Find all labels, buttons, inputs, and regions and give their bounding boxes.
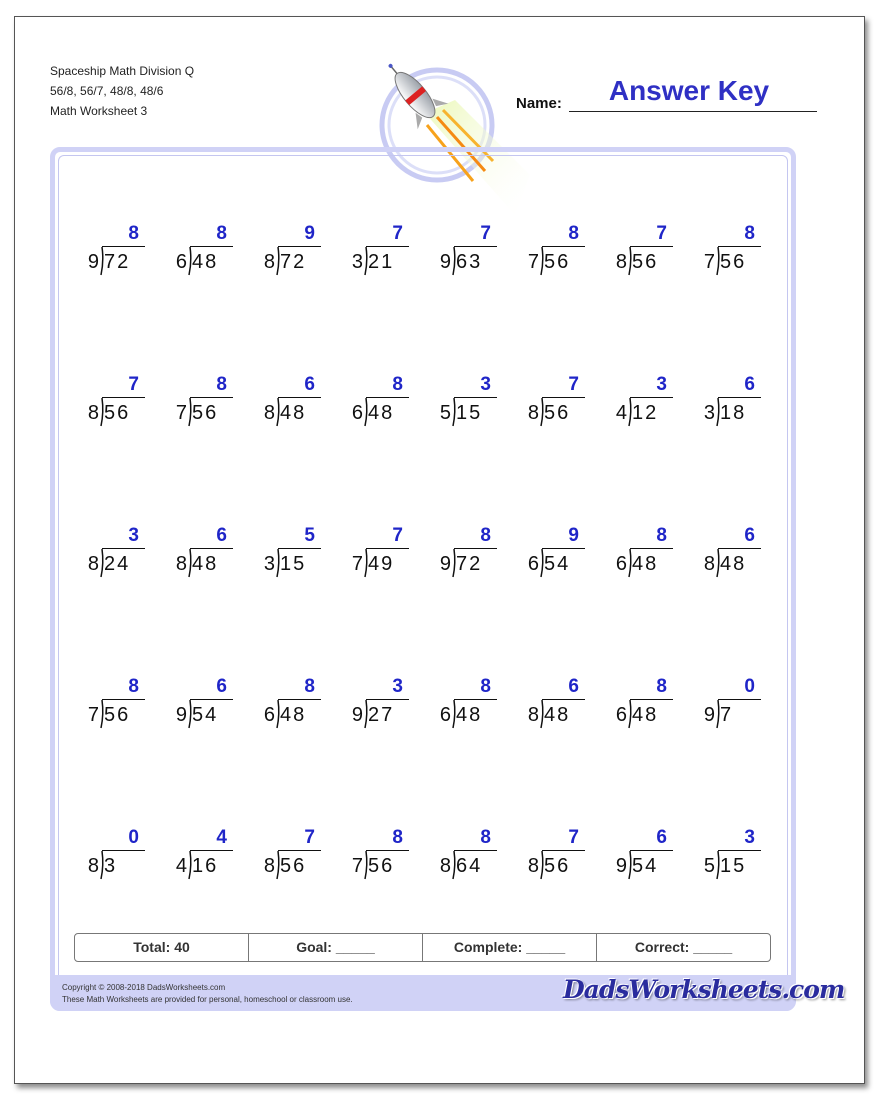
divisor: 8 xyxy=(703,553,715,575)
dividend: 54 xyxy=(544,553,571,575)
quotient-answer: 8 xyxy=(480,525,491,546)
dividend: 72 xyxy=(456,553,483,575)
quotient-answer: 6 xyxy=(744,374,755,395)
quotient-answer: 3 xyxy=(744,827,755,848)
dividend: 56 xyxy=(720,251,747,273)
worksheet-number: Math Worksheet 3 xyxy=(50,104,148,118)
division-problem xyxy=(161,224,233,280)
quotient-answer: 8 xyxy=(568,223,579,244)
dividend: 48 xyxy=(720,553,747,575)
division-problem xyxy=(601,677,673,733)
dividend: 48 xyxy=(280,704,307,726)
quotient-answer: 5 xyxy=(304,525,315,546)
division-problem xyxy=(73,677,145,733)
division-problem xyxy=(425,224,497,280)
divisor: 4 xyxy=(175,855,187,877)
dividend: 16 xyxy=(192,855,219,877)
divisor: 9 xyxy=(439,251,451,273)
division-problem xyxy=(337,375,409,431)
quotient-answer: 6 xyxy=(304,374,315,395)
dividend: 18 xyxy=(720,402,747,424)
division-problem xyxy=(73,828,145,884)
dividend: 54 xyxy=(192,704,219,726)
division-problem xyxy=(249,677,321,733)
divisor: 3 xyxy=(351,251,363,273)
divisor: 9 xyxy=(351,704,363,726)
dividend: 15 xyxy=(720,855,747,877)
division-problem xyxy=(601,828,673,884)
division-problem xyxy=(513,375,585,431)
divisor: 8 xyxy=(527,855,539,877)
quotient-answer: 7 xyxy=(128,374,139,395)
dividend: 48 xyxy=(632,553,659,575)
division-problem xyxy=(513,526,585,582)
quotient-answer: 8 xyxy=(656,525,667,546)
dividend: 12 xyxy=(632,402,659,424)
dividend: 56 xyxy=(280,855,307,877)
quotient-answer: 6 xyxy=(744,525,755,546)
dividend: 24 xyxy=(104,553,131,575)
dividend: 48 xyxy=(368,402,395,424)
division-problem xyxy=(337,224,409,280)
quotient-answer: 7 xyxy=(304,827,315,848)
division-problem xyxy=(249,224,321,280)
division-problem xyxy=(337,828,409,884)
dividend: 48 xyxy=(192,553,219,575)
quotient-answer: 8 xyxy=(656,676,667,697)
division-problem xyxy=(249,375,321,431)
division-problem xyxy=(425,375,497,431)
dividend: 56 xyxy=(104,704,131,726)
dividend: 64 xyxy=(456,855,483,877)
usage-note: These Math Worksheets are provided for personal, homeschool or classroom use. xyxy=(62,995,353,1004)
divisor: 6 xyxy=(527,553,539,575)
division-problem xyxy=(689,677,761,733)
dividend: 56 xyxy=(632,251,659,273)
division-problem xyxy=(689,828,761,884)
divisor: 8 xyxy=(87,402,99,424)
divisor: 7 xyxy=(527,251,539,273)
quotient-answer: 3 xyxy=(392,676,403,697)
site-logo: DadsWorksheets.com xyxy=(563,975,845,1004)
dividend: 48 xyxy=(456,704,483,726)
divisor: 6 xyxy=(615,553,627,575)
division-problem xyxy=(513,828,585,884)
dividend: 56 xyxy=(544,402,571,424)
divisor: 7 xyxy=(351,553,363,575)
quotient-answer: 8 xyxy=(216,374,227,395)
quotient-answer: 7 xyxy=(656,223,667,244)
divisor: 9 xyxy=(87,251,99,273)
divisor: 8 xyxy=(263,251,275,273)
division-problem xyxy=(161,375,233,431)
divisor: 8 xyxy=(439,855,451,877)
divisor: 7 xyxy=(87,704,99,726)
divisor: 8 xyxy=(263,855,275,877)
divisor: 9 xyxy=(703,704,715,726)
divisor: 8 xyxy=(87,553,99,575)
quotient-answer: 3 xyxy=(480,374,491,395)
division-problem xyxy=(161,677,233,733)
division-problem xyxy=(601,375,673,431)
dividend: 27 xyxy=(368,704,395,726)
goal-stat: Goal: _____ xyxy=(249,934,423,961)
copyright-text: Copyright © 2008-2018 DadsWorksheets.com xyxy=(62,983,226,992)
dividend: 56 xyxy=(192,402,219,424)
divisor: 5 xyxy=(703,855,715,877)
divisor: 7 xyxy=(351,855,363,877)
quotient-answer: 8 xyxy=(392,374,403,395)
dividend: 56 xyxy=(544,855,571,877)
quotient-answer: 9 xyxy=(568,525,579,546)
divisor: 8 xyxy=(527,704,539,726)
divisor: 5 xyxy=(439,402,451,424)
division-problem xyxy=(161,526,233,582)
divisor: 6 xyxy=(263,704,275,726)
dividend: 48 xyxy=(544,704,571,726)
divisor: 7 xyxy=(703,251,715,273)
division-problem xyxy=(689,224,761,280)
total-stat: Total: 40 xyxy=(75,934,249,961)
divisor: 6 xyxy=(439,704,451,726)
divisor: 3 xyxy=(703,402,715,424)
quotient-answer: 8 xyxy=(216,223,227,244)
quotient-answer: 7 xyxy=(392,223,403,244)
name-label: Name: xyxy=(516,95,562,112)
quotient-answer: 8 xyxy=(480,827,491,848)
quotient-answer: 7 xyxy=(568,827,579,848)
quotient-answer: 8 xyxy=(128,223,139,244)
quotient-answer: 8 xyxy=(128,676,139,697)
divisor: 9 xyxy=(439,553,451,575)
divisor: 8 xyxy=(87,855,99,877)
quotient-answer: 6 xyxy=(216,525,227,546)
worksheet-title: Spaceship Math Division Q xyxy=(50,64,195,78)
quotient-answer: 4 xyxy=(216,827,227,848)
footer-text xyxy=(62,982,353,1006)
divisor: 8 xyxy=(615,251,627,273)
quotient-answer: 6 xyxy=(216,676,227,697)
divisor: 6 xyxy=(175,251,187,273)
dividend: 3 xyxy=(104,855,118,877)
quotient-answer: 7 xyxy=(480,223,491,244)
divisor: 6 xyxy=(351,402,363,424)
division-problem xyxy=(601,526,673,582)
divisor: 7 xyxy=(175,402,187,424)
quotient-answer: 3 xyxy=(128,525,139,546)
division-problem xyxy=(73,224,145,280)
name-line xyxy=(569,111,817,112)
divisor: 8 xyxy=(175,553,187,575)
divisor: 9 xyxy=(175,704,187,726)
quotient-answer: 8 xyxy=(392,827,403,848)
dividend: 21 xyxy=(368,251,395,273)
division-problem xyxy=(425,677,497,733)
divisor: 9 xyxy=(615,855,627,877)
quotient-answer: 6 xyxy=(568,676,579,697)
answer-key-label: Answer Key xyxy=(608,75,770,106)
dividend: 56 xyxy=(368,855,395,877)
division-problem xyxy=(513,677,585,733)
quotient-answer: 8 xyxy=(304,676,315,697)
divisor: 8 xyxy=(263,402,275,424)
division-problem xyxy=(161,828,233,884)
divisor: 4 xyxy=(615,402,627,424)
divisor: 6 xyxy=(615,704,627,726)
divisor: 8 xyxy=(527,402,539,424)
complete-stat: Complete: _____ xyxy=(423,934,597,961)
dividend: 15 xyxy=(456,402,483,424)
quotient-answer: 9 xyxy=(304,223,315,244)
division-problem xyxy=(425,828,497,884)
division-problem xyxy=(249,526,321,582)
worksheet-subtitle: 56/8, 56/7, 48/8, 48/6 xyxy=(50,84,164,98)
dividend: 48 xyxy=(632,704,659,726)
dividend: 15 xyxy=(280,553,307,575)
dividend: 49 xyxy=(368,553,395,575)
divisor: 3 xyxy=(263,553,275,575)
division-problem xyxy=(601,224,673,280)
correct-stat: Correct: _____ xyxy=(634,939,733,955)
dividend: 63 xyxy=(456,251,483,273)
dividend: 54 xyxy=(632,855,659,877)
dividend: 48 xyxy=(192,251,219,273)
dividend: 7 xyxy=(720,704,734,726)
dividend: 72 xyxy=(280,251,307,273)
division-problem xyxy=(249,828,321,884)
division-problem xyxy=(425,526,497,582)
dividend: 72 xyxy=(104,251,131,273)
quotient-answer: 7 xyxy=(568,374,579,395)
stats-bar xyxy=(74,933,771,962)
division-problem xyxy=(689,375,761,431)
division-problem xyxy=(689,526,761,582)
division-problem xyxy=(73,526,145,582)
quotient-answer: 8 xyxy=(744,223,755,244)
worksheet-header xyxy=(50,61,194,121)
quotient-answer: 8 xyxy=(480,676,491,697)
quotient-answer: 7 xyxy=(392,525,403,546)
division-problem xyxy=(73,375,145,431)
division-problem xyxy=(337,677,409,733)
quotient-answer: 0 xyxy=(128,827,139,848)
division-problem xyxy=(337,526,409,582)
dividend: 56 xyxy=(104,402,131,424)
dividend: 48 xyxy=(280,402,307,424)
quotient-answer: 0 xyxy=(744,676,755,697)
quotient-answer: 6 xyxy=(656,827,667,848)
division-problem xyxy=(513,224,585,280)
quotient-answer: 3 xyxy=(656,374,667,395)
dividend: 56 xyxy=(544,251,571,273)
